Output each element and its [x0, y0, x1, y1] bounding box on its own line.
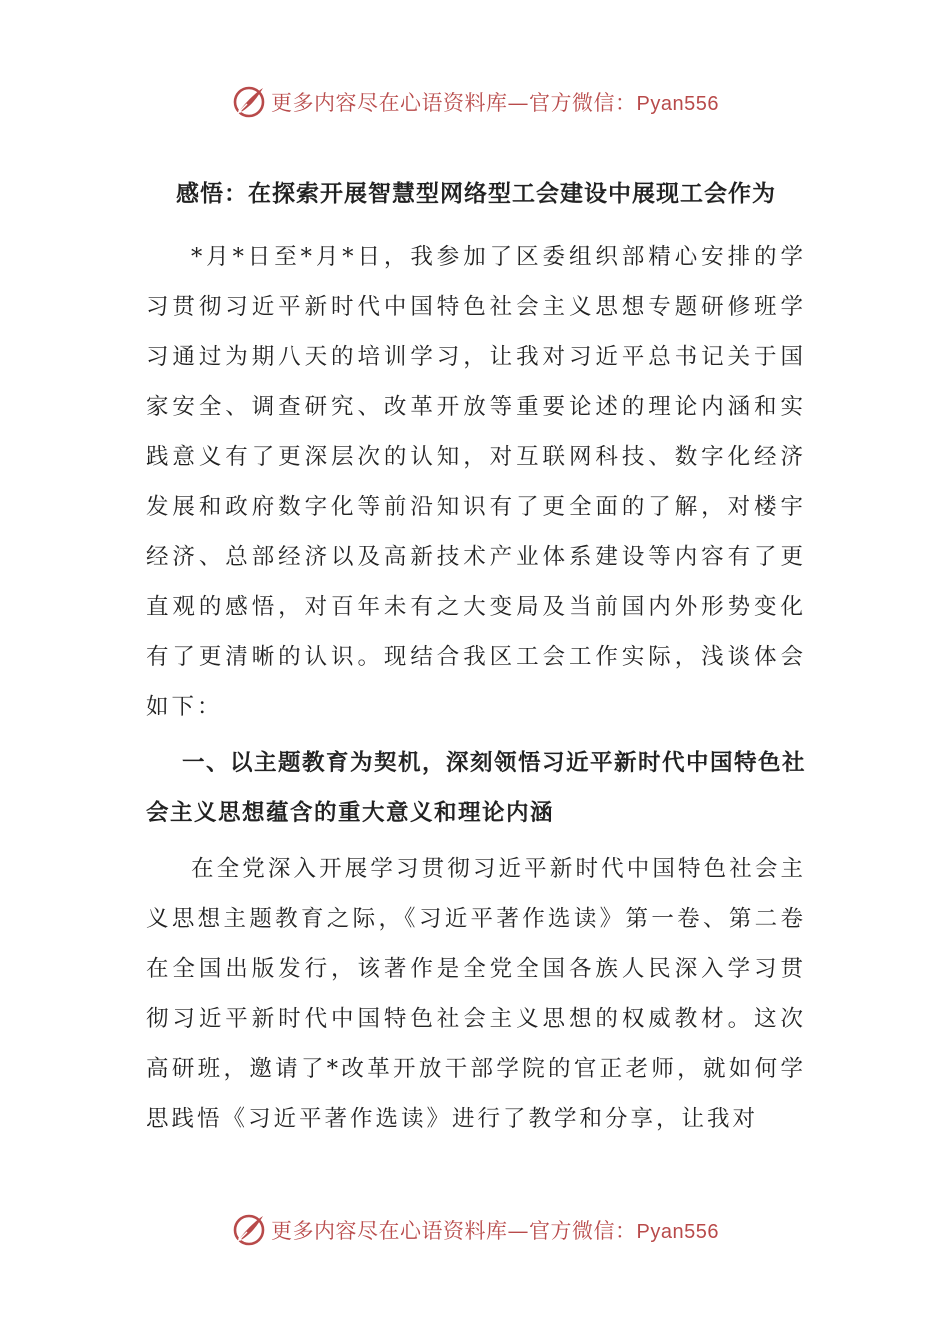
banner-dash: — [507, 1219, 530, 1243]
banner-slogan: 更多内容尽在心语资料库 [271, 91, 508, 115]
quill-pen-logo-icon [231, 84, 267, 120]
banner-slogan: 更多内容尽在心语资料库 [271, 1219, 508, 1243]
banner-wechat-label: 官方微信： [529, 1219, 637, 1243]
quill-pen-logo-icon [231, 1212, 267, 1248]
banner-wechat-id: Pyan556 [636, 93, 719, 115]
banner-wechat-label: 官方微信： [529, 91, 637, 115]
document-title: 感悟：在探索开展智慧型网络型工会建设中展现工会作为 [176, 180, 776, 207]
banner-wechat-id: Pyan556 [636, 1221, 719, 1243]
footer-banner [0, 1210, 950, 1250]
section-heading: 一、以主题教育为契机，深刻领悟习近平新时代中国特色社会主义思想蕴含的重大意义和理论内涵 [146, 750, 807, 826]
body-paragraph: 在全党深入开展学习贯彻习近平新时代中国特色社会主义思想主题教育之际，《习近平著作选读》第一卷、第二卷在全国出版发行，该著作是全党全国各族人民深入学习贯彻习近平新时代中国特色社会主义思想的权威教材。这次高研班，邀请了*改革开放干部学院的官正老师，就如何学思践悟《习近平著作选读》进行了教学和分享，让我对 [146, 856, 806, 1132]
banner-text [271, 1215, 719, 1245]
banner-text [271, 87, 719, 117]
body-paragraph: *月*日至*月*日，我参加了区委组织部精心安排的学习贯彻习近平新时代中国特色社会主义思想专题研修班学习通过为期八天的培训学习，让我对习近平总书记关于国家安全、调查研究、改革开放等重要论述的理论内涵和实践意义有了更深层次的认知，对互联网科技、数字化经济发展和政府数字化等前沿知识有了更全面的了解，对楼宇经济、总部经济以及高新技术产业体系建设等内容有了更直观的感悟，对百年未有之大变局及当前国内外形势变化有了更清晰的认识。现结合我区工会工作实际，浅谈体会如下： [146, 244, 806, 720]
header-banner [0, 82, 950, 122]
banner-dash: — [507, 91, 530, 115]
document-body [146, 168, 806, 1144]
